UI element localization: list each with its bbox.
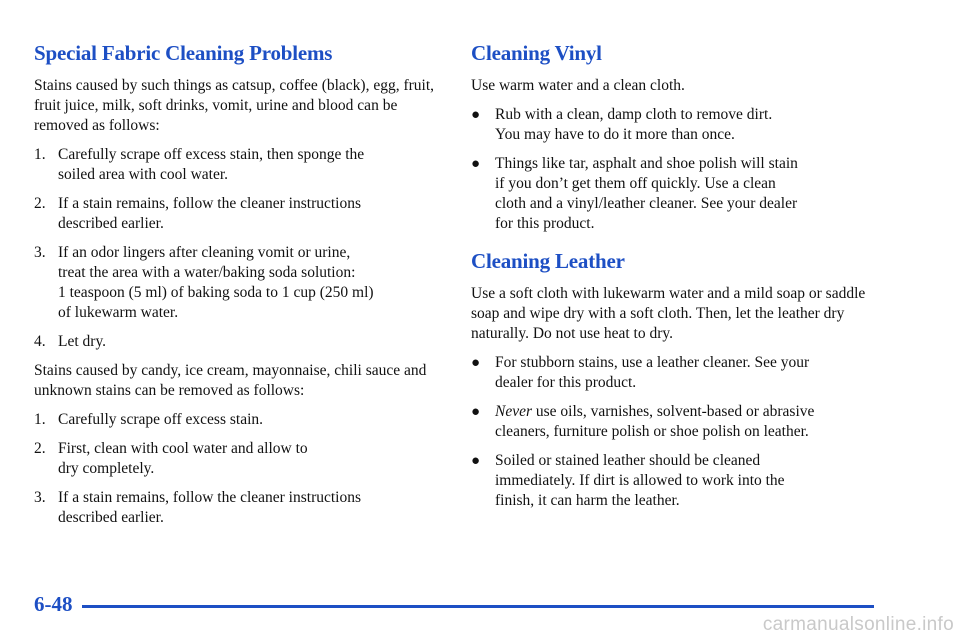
step-number: 2. (34, 440, 46, 457)
bullet-line: Soiled or stained leather should be cleaned (495, 452, 761, 469)
steps-list-2 (34, 410, 438, 528)
steps-list-1 (34, 145, 438, 352)
step-text (58, 145, 438, 185)
step-line: If a stain remains, follow the cleaner instructions (58, 195, 362, 212)
vinyl-intro: Use warm water and a clean cloth. (471, 77, 685, 94)
bullet-line: You may have to do it more than once. (495, 126, 735, 143)
watermark: carmanualsonline.info (762, 614, 954, 635)
step-line: soiled area with cool water. (58, 166, 229, 183)
bullet-line: cloth and a vinyl/leather cleaner. See your dealer (495, 195, 798, 212)
step-number: 3. (34, 489, 46, 506)
bullet-line: if you don’t get them off quickly. Use a clean (495, 175, 776, 192)
bullet-line: dealer for this product. (495, 374, 637, 391)
step-item (34, 243, 438, 323)
step-line: treat the area with a water/baking soda solution: (58, 264, 356, 281)
step-line: Carefully scrape off excess stain. (58, 411, 264, 428)
bullet-text (495, 154, 875, 234)
bullet-dot-icon: ● (471, 404, 481, 420)
step-line: of lukewarm water. (58, 304, 179, 321)
right-column (471, 40, 875, 520)
step-number: 3. (34, 244, 46, 261)
step-item (34, 410, 438, 430)
bullet-dot-icon: ● (471, 453, 481, 469)
step-item (34, 194, 438, 234)
step-line: 1 teaspoon (5 ml) of baking soda to 1 cup (250 ml) (58, 284, 374, 301)
section-title-cleaning-vinyl: Cleaning Vinyl (471, 41, 602, 65)
step-line: First, clean with cool water and allow to (58, 440, 308, 457)
step-line: Carefully scrape off excess stain, then sponge the (58, 146, 365, 163)
step-line: If an odor lingers after cleaning vomit or urine, (58, 244, 351, 261)
step-text (58, 488, 438, 528)
bullet-text (495, 105, 875, 145)
step-text (58, 194, 438, 234)
step-item (34, 439, 438, 479)
bullet-line: finish, it can harm the leather. (495, 492, 680, 509)
bullet-line: cleaners, furniture polish or shoe polish on leather. (495, 423, 809, 440)
step-number: 4. (34, 333, 46, 350)
section-title-special-fabric: Special Fabric Cleaning Problems (34, 41, 333, 65)
step-text (58, 410, 438, 430)
bullet-line: immediately. If dirt is allowed to work into the (495, 472, 785, 489)
step-line: dry completely. (58, 460, 155, 477)
bullet-item (471, 402, 875, 442)
step-line: Let dry. (58, 333, 107, 350)
step-line: described earlier. (58, 215, 164, 232)
step-line: If a stain remains, follow the cleaner instructions (58, 489, 362, 506)
bullet-item (471, 451, 875, 511)
step-number: 2. (34, 195, 46, 212)
bullet-line: Things like tar, asphalt and shoe polish will stain (495, 155, 798, 172)
bullet-dot-icon: ● (471, 107, 481, 123)
step-text (58, 439, 438, 479)
bullet-line: for this product. (495, 215, 595, 232)
bullet-dot-icon: ● (471, 156, 481, 172)
section-title-cleaning-leather: Cleaning Leather (471, 249, 625, 273)
bullet-line: For stubborn stains, use a leather cleaner. See your (495, 354, 810, 371)
intro-paragraph: Stains caused by such things as catsup, coffee (black), egg, fruit, fruit juice, milk, soft drinks, vomit, urine and blood can be removed as follows: (34, 77, 435, 134)
step-line: described earlier. (58, 509, 164, 526)
bullet-dot-icon: ● (471, 355, 481, 371)
step-text (58, 332, 438, 352)
intro-paragraph-2: Stains caused by candy, ice cream, mayonnaise, chili sauce and unknown stains can be removed as follows: (34, 362, 427, 399)
bullet-text (495, 353, 875, 393)
bullet-text (495, 402, 875, 442)
step-item (34, 488, 438, 528)
step-number: 1. (34, 146, 46, 163)
bullet-text (495, 451, 875, 511)
left-column (34, 40, 438, 537)
step-item (34, 332, 438, 352)
footer-divider (82, 605, 874, 608)
emphasis-text: Never (495, 403, 533, 420)
leather-intro: Use a soft cloth with lukewarm water and a mild soap or saddle soap and wipe dry with a soft cloth. Then, let the leather dry naturally. Do not use heat to dry. (471, 285, 866, 342)
vinyl-bullet-list (471, 105, 875, 234)
step-number: 1. (34, 411, 46, 428)
bullet-line: Never use oils, varnishes, solvent‑based or abrasive (495, 403, 815, 420)
bullet-item (471, 353, 875, 393)
step-item (34, 145, 438, 185)
bullet-item (471, 154, 875, 234)
bullet-item (471, 105, 875, 145)
bullet-line: Rub with a clean, damp cloth to remove dirt. (495, 106, 773, 123)
page-number: 6-48 (34, 592, 73, 616)
step-text (58, 243, 438, 323)
leather-bullet-list (471, 353, 875, 511)
